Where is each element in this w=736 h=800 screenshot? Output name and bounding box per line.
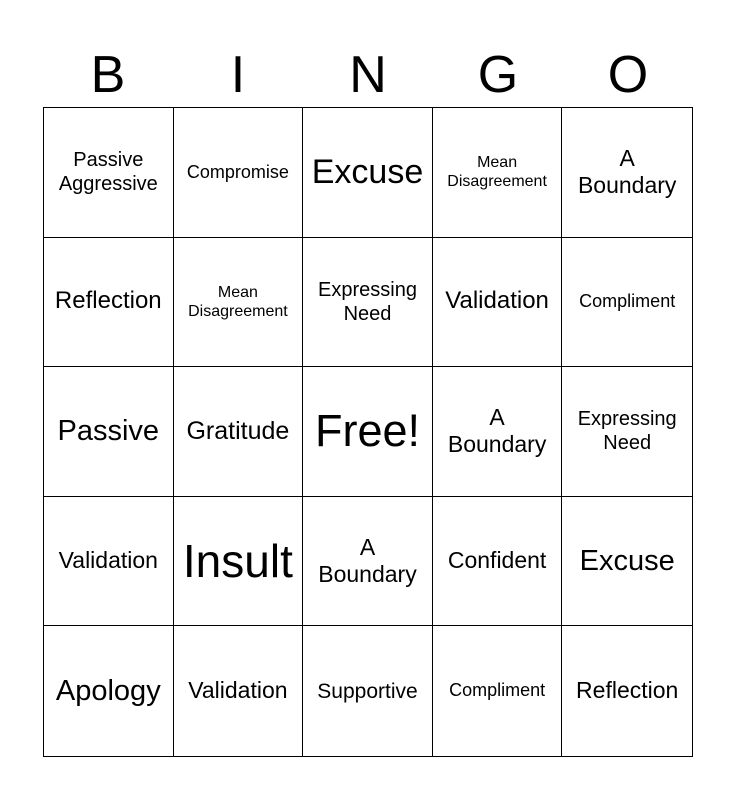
cell-label: Mean Disagreement: [447, 154, 547, 191]
bingo-card-grid: [43, 107, 693, 757]
bingo-cell-r4c3[interactable]: [303, 497, 433, 627]
bingo-cell-r4c1[interactable]: [44, 497, 174, 627]
bingo-cell-r1c5[interactable]: [562, 108, 692, 238]
bingo-cell-r2c3[interactable]: [303, 238, 433, 368]
bingo-cell-r1c4[interactable]: [433, 108, 563, 238]
bingo-cell-r4c5[interactable]: [562, 497, 692, 627]
header-letter-g: G: [477, 46, 519, 104]
cell-label: A Boundary: [318, 533, 417, 588]
bingo-cell-r5c4[interactable]: [433, 626, 563, 756]
bingo-cell-r4c4[interactable]: [433, 497, 563, 627]
bingo-cell-r3c3[interactable]: [303, 367, 433, 497]
bingo-cell-r5c1[interactable]: [44, 626, 174, 756]
bingo-cell-r2c2[interactable]: [174, 238, 304, 368]
cell-label: Passive: [57, 415, 160, 448]
bingo-cell-r1c3[interactable]: [303, 108, 433, 238]
header-letter-n: N: [349, 46, 387, 104]
cell-label: Passive Aggressive: [58, 149, 158, 196]
cell-label: Compliment: [579, 291, 676, 312]
cell-label: A Boundary: [577, 144, 677, 199]
bingo-cell-r5c2[interactable]: [174, 626, 304, 756]
bingo-cell-r2c1[interactable]: [44, 238, 174, 368]
cell-label: Insult: [182, 534, 293, 587]
bingo-cell-r3c5[interactable]: [562, 367, 692, 497]
header-letter-o: O: [607, 46, 649, 104]
cell-label: Reflection: [54, 287, 162, 315]
cell-label: Confident: [447, 547, 547, 574]
cell-label: Validation: [445, 287, 549, 315]
cell-label: A Boundary: [447, 403, 547, 458]
bingo-cell-r3c2[interactable]: [174, 367, 304, 497]
bingo-cell-r2c4[interactable]: [433, 238, 563, 368]
cell-label: Excuse: [311, 152, 424, 191]
bingo-header: [43, 44, 693, 106]
bingo-cell-r3c1[interactable]: [44, 367, 174, 497]
cell-label: Apology: [55, 674, 161, 707]
free-space-label: Free!: [314, 405, 420, 457]
header-letter-i: I: [230, 46, 246, 104]
bingo-cell-r1c2[interactable]: [174, 108, 304, 238]
bingo-cell-r1c1[interactable]: [44, 108, 174, 238]
bingo-cell-r3c4[interactable]: [433, 367, 563, 497]
cell-label: Mean Disagreement: [188, 283, 288, 320]
bingo-cell-r5c3[interactable]: [303, 626, 433, 756]
cell-label: Expressing Need: [577, 408, 677, 455]
cell-label: Validation: [58, 547, 158, 574]
bingo-cell-r4c2[interactable]: [174, 497, 304, 627]
header-letter-b: B: [90, 46, 126, 104]
cell-label: Expressing Need: [318, 278, 417, 325]
cell-label: Reflection: [576, 677, 679, 704]
cell-label: Excuse: [579, 544, 675, 577]
cell-label: Gratitude: [186, 417, 290, 446]
bingo-cell-r5c5[interactable]: [562, 626, 692, 756]
bingo-cell-r2c5[interactable]: [562, 238, 692, 368]
cell-label: Compromise: [186, 161, 289, 182]
cell-label: Supportive: [317, 679, 418, 703]
cell-label: Validation: [188, 677, 288, 704]
cell-label: Compliment: [449, 680, 546, 701]
